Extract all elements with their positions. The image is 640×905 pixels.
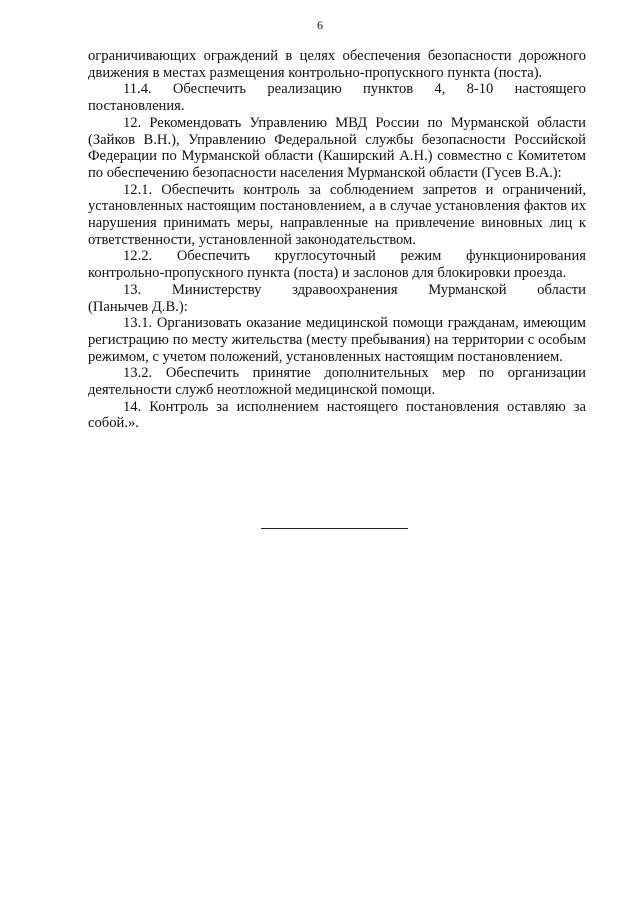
document-body: [88, 48, 586, 432]
word: Мурманской: [428, 281, 507, 298]
word: области: [537, 281, 586, 298]
word: 12.2.: [123, 248, 153, 265]
word: круглосуточный: [274, 248, 376, 265]
word: 11.4.: [123, 81, 152, 98]
paragraph-12: 12. Рекомендовать Управлению МВД России по Мурманской области (Зайков В.Н.), Управлению Федеральной службы безопасности Российской Федерации по Мурманской области (Каширский А.Н.) совместно с Комитетом по обеспечению безопасности населения Мурманской области (Гусев В.А.):: [88, 114, 586, 181]
paragraph-13-rest: (Панычев Д.В.):: [88, 298, 188, 315]
paragraph-continuation: ограничивающих ограждений в целях обеспечения безопасности дорожного движения в местах размещения контрольно-пропускного пункта (поста).: [88, 48, 586, 81]
word: режим: [400, 248, 442, 265]
paragraph-13-first-line: [88, 282, 586, 299]
word: настоящего: [514, 81, 586, 98]
word: здравоохранения: [292, 281, 398, 298]
word: Обеспечить: [176, 248, 251, 265]
page-number: 6: [317, 18, 323, 32]
paragraph-11-4-first-line: [88, 81, 586, 98]
word: Министерству: [171, 281, 262, 298]
paragraph-12-2-rest: контрольно-пропускного пункта (поста) и заслонов для блокировки проезда.: [88, 265, 567, 282]
closing-divider-line: [261, 528, 408, 529]
word: 4,: [434, 81, 446, 98]
word: 8-10: [466, 81, 494, 98]
word: Обеспечить: [172, 81, 247, 98]
word: пунктов: [362, 81, 414, 98]
paragraph-13-2: 13.2. Обеспечить принятие дополнительных мер по организации деятельности служб неотложной медицинской помощи.: [88, 365, 586, 399]
paragraph-12-1: 12.1. Обеспечить контроль за соблюдением запретов и ограничений, установленных настоящим постановлением, а в случае установления фактов их нарушения принимать меры, направленные на привлечение виновных лиц к ответственности, установленной законодательством.: [88, 181, 586, 248]
word: реализацию: [267, 81, 342, 98]
paragraph-11-4-rest: постановления.: [88, 98, 185, 115]
word: 13.: [123, 281, 142, 298]
paragraph-12-2-first-line: [88, 248, 586, 265]
paragraph-13-1: 13.1. Организовать оказание медицинской помощи гражданам, имеющим регистрацию по месту жительства (месту пребывания) на территории с особым режимом, с учетом положений, установленных настоящим постановлением.: [88, 315, 586, 365]
word: функционирования: [466, 248, 586, 265]
paragraph-14: 14. Контроль за исполнением настоящего постановления оставляю за собой.».: [88, 398, 586, 432]
